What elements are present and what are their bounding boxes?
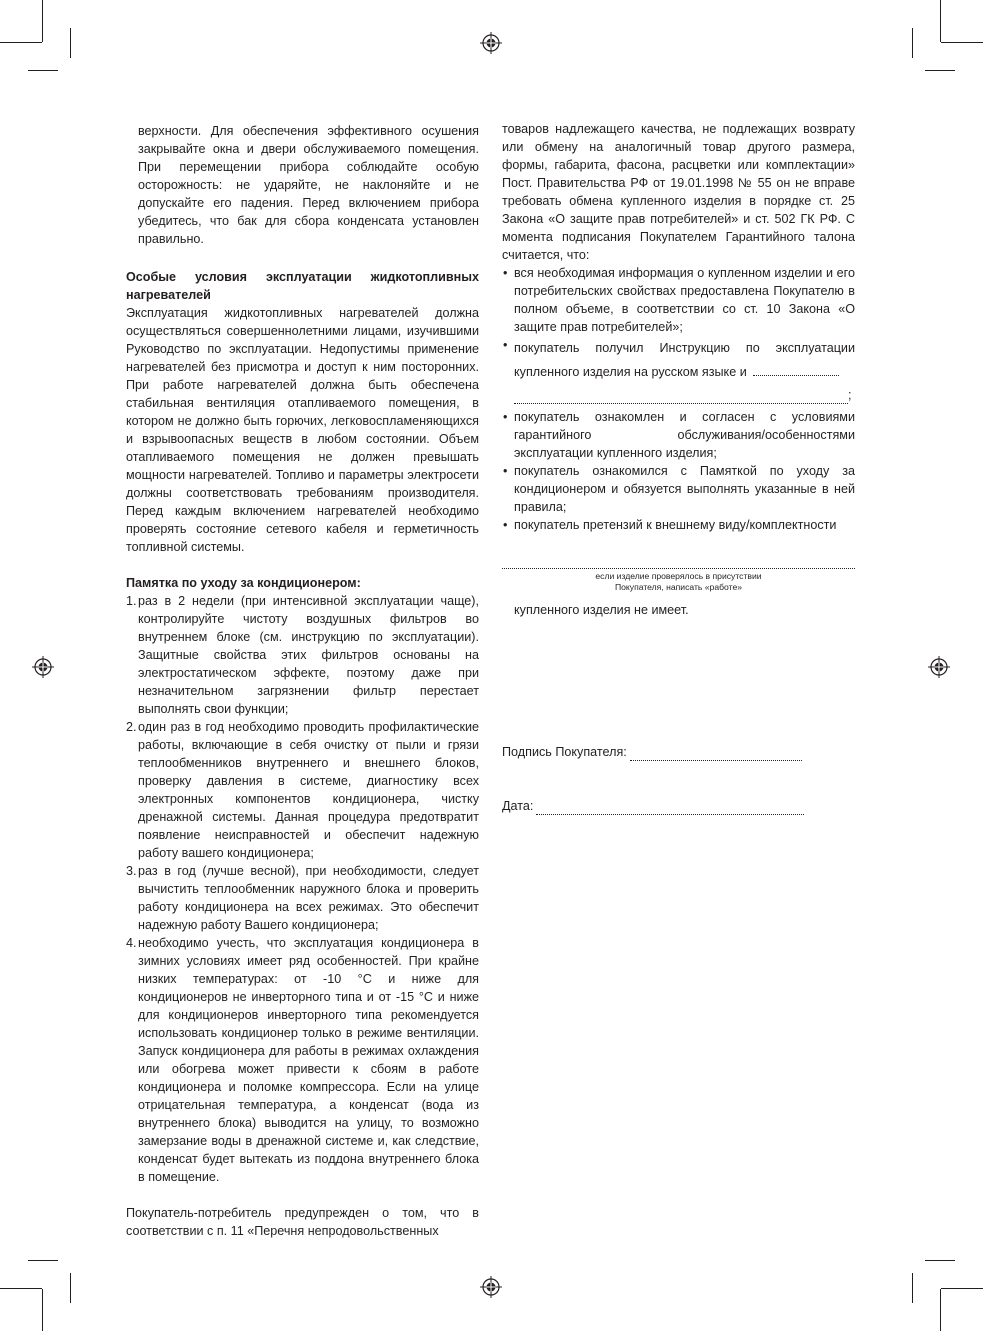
acknowledgement-item <box>502 408 855 462</box>
acknowledgement-item <box>502 264 855 336</box>
care-item-number: 4. <box>126 936 137 950</box>
crop-mark <box>28 70 58 71</box>
crop-mark <box>940 1289 941 1331</box>
right-column <box>502 120 855 815</box>
left-column <box>126 122 479 1240</box>
crop-mark <box>70 28 71 58</box>
claims-note-line-2: Покупателя, написать «работе» <box>614 582 743 592</box>
consumer-notice-paragraph: Покупатель-потребитель предупрежден о том, что в соответствии с п. 11 «Перечня непродовольственных <box>126 1206 479 1238</box>
care-item-text: раз в год (лучше весной), при необходимости, следует вычистить теплообменник наружного блока и проверить работу кондиционера на всех режимах. Это обеспечит надежную работу Вашего кондиционера; <box>138 864 479 932</box>
claims-field[interactable] <box>502 562 855 569</box>
signature-label: Подпись Покупателя: <box>502 745 627 759</box>
signature-field[interactable] <box>630 748 802 761</box>
no-claims-text: купленного изделия не имеет. <box>514 603 689 617</box>
crop-mark <box>941 1288 983 1289</box>
registration-mark-icon <box>480 32 502 54</box>
crop-mark <box>28 1260 58 1261</box>
section-heading-liquid-fuel: Особые условия эксплуатации жидкотопливных нагревателей <box>126 270 479 302</box>
registration-mark-icon <box>928 656 950 678</box>
bullet-icon: • <box>503 338 508 352</box>
care-list-item <box>126 934 479 1186</box>
bullet-icon: • <box>503 266 508 280</box>
registration-mark-icon <box>32 656 54 678</box>
acknowledgement-text: покупатель получил Инструкцию по эксплуатации купленного изделия на русском языке и <box>514 341 855 379</box>
care-item-number: 3. <box>126 864 137 878</box>
crop-mark <box>0 1288 42 1289</box>
care-list-item <box>126 718 479 862</box>
registration-mark-icon <box>480 1276 502 1298</box>
date-label: Дата: <box>502 799 534 813</box>
care-item-number: 2. <box>126 720 137 734</box>
language-field[interactable] <box>753 363 839 376</box>
bullet-icon: • <box>503 518 508 532</box>
field-terminator: ; <box>848 388 852 402</box>
claims-note-line-1: если изделие проверялось в присутствии <box>595 571 762 581</box>
crop-mark <box>940 0 941 42</box>
date-field[interactable] <box>536 802 804 815</box>
language-field-continued[interactable] <box>514 391 848 404</box>
acknowledgement-item <box>502 336 855 408</box>
care-item-text: раз в 2 недели (при интенсивной эксплуатации чаще), контролируйте чистоту воздушных фильтров во внутреннем блоке (см. инструкцию по эксплуатации). Защитные свойства этих фильтров основаны на электростатическом эффекте, поэтому даже при незначительном загрязнении фильтр перестает выполнять свои функции; <box>138 594 479 716</box>
crop-mark <box>925 70 955 71</box>
acknowledgement-list <box>502 264 855 534</box>
liquid-fuel-paragraph: Эксплуатация жидкотопливных нагревателей должна осуществляться совершеннолетними лицами, изучившими Руководство по эксплуатации. Недопустимы применение нагревателей без присмотра и доступ к ним посторонних. При работе нагревателей должна быть обеспечена стабильная вентиляция отапливаемого помещения, в котором не должно быть горючих, легковоспламеняющихся и взрывоопасных веществ в любом состоянии. Объем отапливаемого помещения не должен превышать мощности нагревателей. Топливо и параметры электросети должны соответствовать требованиям производителя. Перед каждым включением нагревателей необходимо проверять состояние сетевого кабеля и герметичность топливной системы. <box>126 306 479 554</box>
acknowledgement-text: покупатель ознакомился с Памяткой по уходу за кондиционером и обязуется выполнять указанные в ней правила; <box>514 464 855 514</box>
crop-mark <box>70 1273 71 1303</box>
care-item-number: 1. <box>126 594 137 608</box>
acknowledgement-text: покупатель ознакомлен и согласен с условиями гарантийного обслуживания/особенностями эксплуатации купленного изделия; <box>514 410 855 460</box>
date-row <box>502 797 855 815</box>
crop-mark <box>912 28 913 58</box>
crop-mark <box>912 1273 913 1303</box>
care-list-item <box>126 862 479 934</box>
acknowledgement-item <box>502 462 855 516</box>
care-list-item <box>126 592 479 718</box>
exchange-terms-paragraph: товаров надлежащего качества, не подлежащих возврату или обмену на аналогичный товар другого размера, формы, габарита, фасона, расцветки или комплектации» Пост. Правительства РФ от 19.01.1998 № 55 он не вправе требовать обмена купленного изделия в порядке ст. 25 Закона «О защите прав потребителей» и ст. 502 ГК РФ. С момента подписания Покупателем Гарантийного талона считается, что: <box>502 122 855 262</box>
acknowledgement-item <box>502 516 855 534</box>
bullet-icon: • <box>503 410 508 424</box>
care-item-text: один раз в год необходимо проводить профилактические работы, включающие в себя очистку от пыли и грязи теплообменников внутреннего и внешнего блоков, проверку давления в системе, диагностику всех электронных компонентов кондиционера, чистку дренажной системы. Данная процедура предотвратит появление неисправностей и обеспечит надежную работу вашего кондиционера; <box>138 720 479 860</box>
crop-mark <box>42 0 43 42</box>
crop-mark <box>42 1289 43 1331</box>
section-heading-care: Памятка по уходу за кондиционером: <box>126 576 361 590</box>
crop-mark <box>0 42 42 43</box>
crop-mark <box>941 42 983 43</box>
care-list <box>126 592 479 1186</box>
bullet-icon: • <box>503 464 508 478</box>
crop-mark <box>925 1260 955 1261</box>
intro-paragraph: верхности. Для обеспечения эффективного осушения закрывайте окна и двери обслуживаемого помещения. При перемещении прибора соблюдайте особую осторожность: не ударяйте, не наклоняйте и не допускайте его падения. Перед включением прибора убедитесь, что бак для сбора конденсата установлен правильно. <box>138 124 479 246</box>
care-item-text: необходимо учесть, что эксплуатация кондиционера в зимних условиях имеет ряд особенностей. При крайне низких температурах: от -10 °C и ниже для кондиционеров не инверторного типа и от -15 °C и ниже для кондиционеров инверторного типа рекомендуется использовать кондиционер только в режиме вентиляции. Запуск кондиционера для работы в режимах охлаждения или обогрева может привести к сбоям в работе кондиционера и поломке компрессора. Если на улице отрицательная температура, а конденсат (вода из внутреннего блока) выводится на улицу, то возможно замерзание воды в дренажной системе и, как следствие, конденсат будет вытекать из поддона внутреннего блока в помещение. <box>138 936 479 1184</box>
language-field-row-2 <box>514 384 855 404</box>
signature-row <box>502 743 855 761</box>
language-field-row <box>514 336 855 384</box>
acknowledgement-text: вся необходимая информация о купленном изделии и его потребительских свойствах предоставлена Покупателю в полном объеме, в соответствии со ст. 10 Закона «О защите прав потребителей»; <box>514 266 855 334</box>
acknowledgement-text: покупатель претензий к внешнему виду/комплектности <box>514 518 837 532</box>
claims-field-note <box>502 571 855 593</box>
